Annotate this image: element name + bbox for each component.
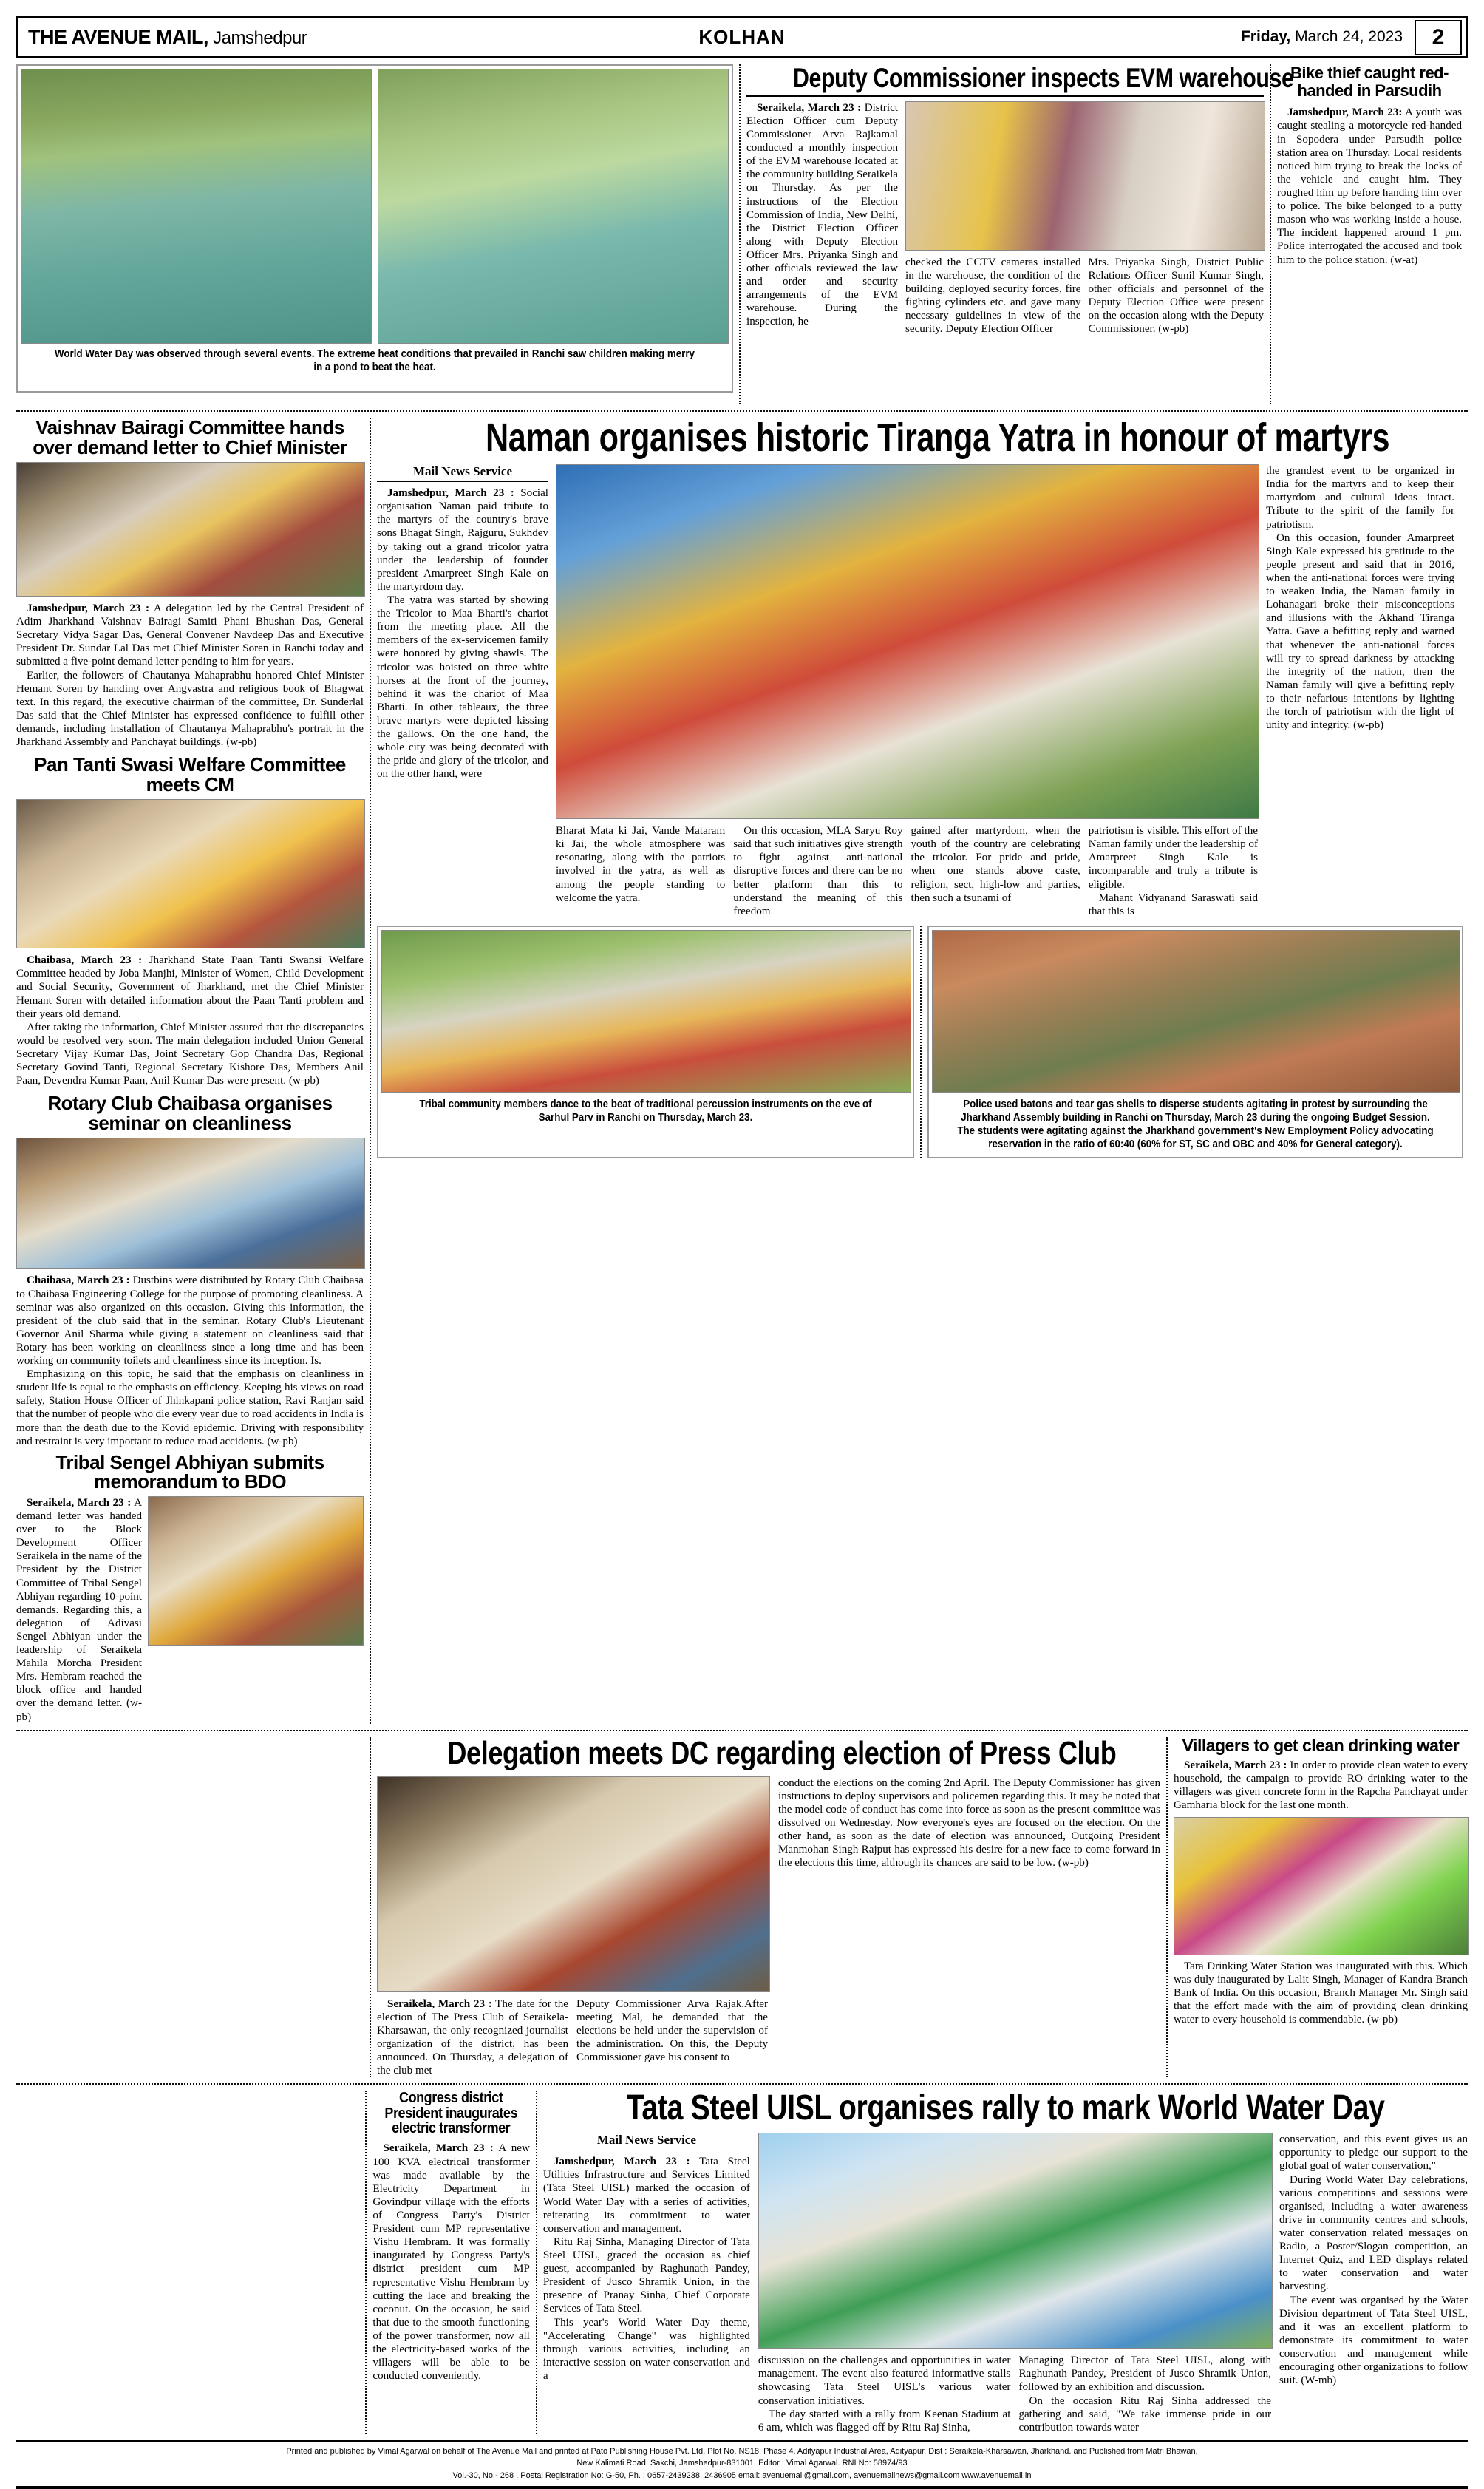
sarhul-caption: Tribal community members dance to the beat of traditional percussion instruments on the eve of Sarhul Parv in Ranchi on Thursday, March 23. <box>419 1098 872 1124</box>
press-club-col3-text: conduct the elections on the coming 2nd April. The Deputy Commissioner has given instructions to deploy supervisors and policemen regarding this. It may be noted that the model code of conduct has come into force as soon as the present committee was dissolved on Wednesday. Now everyone's eyes are focused on the election. On the other hand, as soon as the date of election was announced, Outgoing President Manmohan Singh Rajput has expressed his desire for a new face to come forward in the elections this time, although its chances are said to be low. (w-pb) <box>778 1776 1160 1870</box>
police-photo <box>932 930 1460 1093</box>
evm-col-3 <box>1089 256 1265 336</box>
tribal-sengel-headline: Tribal Sengel Abhiyan submits memorandum to BDO <box>55 1450 324 1493</box>
tata-col1-p1: Tata Steel Utilities Infrastructure and Services Limited (Tata Steel UISL) marked the occasion of World Water Day with a series of activities, reiterating its commitment to water conservation and management. <box>542 2156 750 2235</box>
naman-kicker: Mail News Service <box>377 464 548 482</box>
naman-photo-row <box>377 926 1463 1159</box>
press-club-story <box>377 1734 1160 2078</box>
tata-dateline: Jamshedpur, March 23 : <box>553 2156 690 2168</box>
evm-story <box>746 63 1294 404</box>
bike-thief-dateline: Jamshedpur, March 23: <box>1287 106 1403 119</box>
villagers-col1-text: In order to provide clean water to every household, the campaign to provide RO drinking water to the villagers was given concrete form in the Rapcha Panchayat under Gamharia block for the last one month. <box>1174 1759 1468 1812</box>
press-club-photo <box>377 1776 770 1992</box>
tribal-sengel-photo <box>148 1496 364 1646</box>
press-club-col2-text: Deputy Commissioner Arva Rajak.After meeting Mal, he demanded that the elections be held under the supervision of the administration. On this, the Deputy Commissioner gave his consent to <box>576 1997 768 2064</box>
tata-col3-p1: Managing Director of Tata Steel UISL, along with Raghunath Pandey, President of Jusco Shramik Union, followed by an exhibition and discussion. <box>1018 2354 1272 2394</box>
congress-body <box>372 2142 529 2383</box>
page-number: 2 <box>1415 20 1462 55</box>
naman-col-4 <box>911 824 1080 918</box>
villagers-body <box>1174 1759 1468 1812</box>
masthead-date-day: Friday, <box>1240 28 1291 45</box>
tribal-sengel-text: A demand letter was handed over to the Block Development Officer Seraikela in the name of the President by the District Committee of Tribal Sengel Abhiyan regarding 10-point demands. Regarding this, a delegation of Adivasi Sengel Abhiyan under the leadership of Seraikela Mahila Morcha President Mrs. Hembram reached the block office and handed over the demand letter. (w-pb) <box>16 1496 142 1723</box>
footer-line-1: Printed and published by Vimal Agarwal on behalf of The Avenue Mail and printed at Pato Publishing House Pvt. Ltd, Plot No. NS18, Phase 4, Adityapur Industrial Area, Adityapur, Dist : Seraikela-Kharsawan, Jharkhand. and Published from Matri Bhawan, <box>286 2446 1198 2456</box>
police-photo-block <box>928 926 1463 1159</box>
naman-col6-text: the grandest event to be organized in India for the martyrs and to keep their martyrdom and cultural ideas intact. Tribute to the spirit of the family for patriotism. <box>1266 465 1454 531</box>
footer <box>16 2440 1468 2489</box>
evm-col-1 <box>746 101 898 336</box>
evm-dateline: Seraikela, March 23 : <box>757 101 862 114</box>
paan-tanti-story <box>16 755 364 1087</box>
press-club-dateline: Seraikela, March 23 : <box>387 1997 492 2010</box>
tata-col1-text <box>543 2155 750 2383</box>
tata-col2-p2: The day started with a rally from Keenan Stadium at 6 am, which was flagged off by Ritu Raj Sinha, <box>758 2408 1011 2434</box>
tata-col-1 <box>543 2133 750 2434</box>
rotary-headline: Rotary Club Chaibasa organises seminar on cleanliness <box>47 1092 333 1134</box>
villagers-photo <box>1174 1817 1469 1955</box>
paan-tanti-photo <box>16 799 365 948</box>
congress-text: A new 100 KVA electrical transformer was made available by the Electricity Department in Govindpur village with the efforts of Congress Party's District President cum MP representative Vishu Hembram. It was formally inaugurated by Congress Party's district president cum MP representative Vishu Hembram by cutting the lace and breaking the coconut. On the occasion, he said that due to the smooth functioning of the power transformer, now all the electricity-based works of the villagers will be able to be conducted conveniently. <box>372 2142 530 2383</box>
divider-vertical <box>739 64 741 404</box>
paan-tanti-para-1: Jharkhand State Paan Tanti Swansi Welfare Committee headed by Joba Manjhi, Minister of Women, Child Development and Social Security, Government of Jharkhand, met the Chief Minister Hemant Soren with detailed information about the Paan Tanti problem and their years old demand. <box>16 954 364 1020</box>
evm-col1-text: District Election Officer cum Deputy Commissioner Arva Rajkamal conducted a monthly inspection of the EVM warehouse located at the community building Seraikela on Thursday. As per the instructions of the Election Commission of India, New Delhi, the District Election Officer along with Deputy Election Officer Mrs. Priyanka Singh and other officials reviewed the law and order and security arrangements of the EVM warehouse. During the inspection, he <box>746 101 898 328</box>
tata-rally-photo <box>758 2133 1273 2349</box>
naman-col-2 <box>556 824 725 918</box>
tribal-sengel-body <box>16 1496 142 1724</box>
naman-dateline: Jamshedpur, March 23 : <box>387 487 514 500</box>
naman-center <box>556 464 1258 918</box>
masthead-title: THE AVENUE MAIL, <box>28 25 209 48</box>
bike-thief-headline: Bike thief caught red-handed in Parsudih <box>1290 64 1449 101</box>
tata-col2-p1: discussion on the challenges and opportunities in water management. The event also featured informative stalls showcasing Tata Steel UISL's various water conservation initiatives. <box>758 2354 1011 2407</box>
masthead-date <box>1241 28 1403 46</box>
vaishnav-photo <box>16 462 365 597</box>
naman-rally-photo <box>556 464 1259 819</box>
divider-horizontal-3 <box>16 2083 1468 2085</box>
paan-tanti-body <box>16 954 364 1087</box>
rotary-photo <box>16 1138 365 1269</box>
naman-headline: Naman organises historic Tiranga Yatra in honour of martyrs <box>486 415 1390 460</box>
tata-col4-p1: conservation, and this event gives us an opportunity to pledge our support to the global goal of water conservation," <box>1279 2133 1468 2173</box>
tata-steel-body <box>543 2133 1468 2434</box>
press-club-col-3 <box>778 1776 1160 1992</box>
tata-col-2 <box>758 2354 1011 2434</box>
tata-kicker: Mail News Service <box>543 2133 750 2150</box>
divider-vertical-5 <box>370 1737 371 2078</box>
left-column <box>16 418 364 1724</box>
masthead <box>16 16 1468 58</box>
footer-line-2: New Kalimati Road, Sakchi, Jamshedpur-831001. Editor : Vimal Agarwal. RNI No: 58974/93 <box>576 2459 908 2468</box>
congress-headline: Congress district President inaugurates electric transformer <box>384 2090 518 2137</box>
vaishnav-body <box>16 602 364 749</box>
evm-col-2 <box>905 256 1081 336</box>
divider-vertical-7 <box>365 2091 367 2434</box>
divider-vertical-4 <box>920 926 922 1159</box>
bike-thief-body <box>1277 106 1462 266</box>
naman-col5-text: patriotism is visible. This effort of the Naman family under the leadership of Amarpreet Singh Kale is incomparable and truly a tribute is eligible. <box>1088 825 1259 891</box>
rotary-dateline: Chaibasa, March 23 : <box>27 1274 130 1287</box>
villagers-dateline: Seraikela, March 23 : <box>1184 1759 1287 1772</box>
tata-sub-cols <box>758 2354 1271 2434</box>
tribal-sengel-story <box>16 1450 364 1724</box>
vaishnav-dateline: Jamshedpur, March 23 : <box>27 602 150 615</box>
tata-col-3 <box>1018 2354 1271 2434</box>
tribal-sengel-dateline: Seraikela, March 23 : <box>27 1496 132 1509</box>
naman-col2-text: Bharat Mata ki Jai, Vande Mataram ki Jai, the whole atmosphere was resonating, along with the patriots involved in the yatra, as well as among the people standing to welcome the yatra. <box>556 825 726 904</box>
tata-col1-p2: Ritu Raj Sinha, Managing Director of Tata Steel UISL, graced the occasion as chief guest, accompanied by Raghunath Pandey, President of Jusco Shramik Union, in the presence of Pranay Sinha, Chief Corporate Services of Tata Steel. <box>542 2235 750 2315</box>
tata-col1-p3: This year's World Water Day theme, "Accelerating Change" was highlighted through various activities, including an interactive session on water conservation and a <box>542 2316 750 2382</box>
bottom-band <box>16 2088 1468 2434</box>
divider-vertical-2 <box>1270 64 1271 404</box>
naman-sub-cols <box>556 824 1258 918</box>
divider-horizontal-2 <box>16 1730 1468 1731</box>
divider-vertical-3 <box>370 418 371 1724</box>
evm-right-block <box>905 101 1264 336</box>
tata-col4-p2: During World Water Day celebrations, various competitions and sessions were organised, including a water awareness drive in community centres and schools, water conservation related messages on Radio, a Poster/Slogan competition, an Internet Quiz, and LED displays related to water conservation and water harvesting. <box>1279 2173 1468 2293</box>
vaishnav-para-2: Earlier, the followers of Chautanya Mahaprabhu honored Chief Minister Hemant Soren by handing over Angvastra and religious book of Bhagwat text. In this regard, the executive chairman of the committee, Dr. Sunderlal Das said that the Chief Minister has expressed confidence to fulfill other demands, including installation of Chautanya Mahaprabhu's portrait in the Jharkhand Assembly and Panchayat buildings. (w-pb) <box>16 669 364 749</box>
top-band <box>16 64 1468 404</box>
tata-center <box>758 2133 1271 2434</box>
congress-transformer-story <box>372 2091 529 2434</box>
naman-col6b-text: On this occasion, founder Amarpreet Singh Kale expressed his gratitude to the people present and said that in 2016, when the anti-national forces were trying to weaken India, the Naman family in Lohanagari broke their misconceptions and illusions with the Akhand Tiranga Yatra. Gave a befitting reply and warned that whenever the anti-national forces will try to spread darkness by attacking the integrity of the nation, then the Naman family will give a befitting reply to their nefarious intentions by lighting the torch of patriotism with the light of unity and integrity. (w-pb) <box>1266 532 1454 732</box>
congress-dateline: Seraikela, March 23 : <box>383 2142 494 2155</box>
divider-vertical-8 <box>536 2091 537 2434</box>
water-day-photo-right <box>378 69 729 344</box>
right-main-area <box>377 415 1463 1724</box>
masthead-section: KOLHAN <box>698 25 786 48</box>
vaishnav-para-1: A delegation led by the Central President of Adim Jharkhand Vaishnav Bairagi Samiti Phani Bhushan Das, General Secretary Vidya Sagar Das, General Convener Navdeep Das and Executive President Dr. Sundar Lal Das met Chief Minister Soren in Ranchi today and submitted a five-point demand letter pending to him for years. <box>16 602 364 668</box>
water-day-caption: World Water Day was observed through several events. The extreme heat conditions that prevailed in Ranchi saw children making merry in a pond to beat the heat. <box>55 348 695 374</box>
divider-horizontal-1 <box>16 410 1468 412</box>
rotary-para-1: Dustbins were distributed by Rotary Club Chaibasa to Chaibasa Engineering College for the purpose of promoting cleanliness. A seminar was also organized on this occasion. Giving this information, the president of the club said that in the seminar, Rotary Club's Lieutenant Governor Anil Sharma while giving a statement on cleanliness said that Rotary has been working on cleanliness since a long time and has been working on community toilets and cleanliness since its inception. Is. <box>16 1274 364 1368</box>
evm-headline: Deputy Commissioner inspects EVM warehouse <box>793 63 1294 93</box>
naman-body <box>377 464 1463 918</box>
bike-thief-text: A youth was caught stealing a motorcycle red-handed in Sopodera under Parsudih police station area on Thursday. Local residents noticed him trying to break the locks of the vehicle and caught him. They roughed him up before handing him over to police. The bike belonged to a putty mason who was working inside a house. The incident happened around 1 pm. Police interrogated the accused and took him to the police station. (w-at) <box>1277 106 1462 266</box>
footer-rule <box>16 2486 1468 2489</box>
sarhul-photo <box>381 930 911 1093</box>
naman-col-3 <box>733 824 902 918</box>
water-day-photo-block <box>16 64 733 404</box>
vaishnav-headline: Vaishnav Bairagi Committee hands over demand letter to Chief Minister <box>33 416 347 458</box>
page-body <box>16 64 1468 2434</box>
press-club-band <box>16 1734 1468 2078</box>
tata-steel-headline: Tata Steel UISL organises rally to mark World Water Day <box>626 2088 1385 2128</box>
rotary-para-2: Emphasizing on this topic, he said that the emphasis on cleanliness in student life is equal to the emphasis on efficiency. Keeping his views on road safety, Station House Officer of Jhinkapani police station, Ravi Ranjan said that the number of people who die every year due to road accidents in India is more than the death due to the Kovid epidemic. Driving with responsibility and restraint is very important to reduce road accidents. (w-pb) <box>16 1368 364 1447</box>
masthead-date-rest: March 24, 2023 <box>1290 28 1403 45</box>
tata-col-4 <box>1279 2133 1468 2434</box>
paan-tanti-headline: Pan Tanti Swasi Welfare Committee meets CM <box>34 753 346 795</box>
police-caption: Police used batons and tear gas shells to disperse students agitating in protest by surrounding the Jharkhand Assembly building in Ranchi on Thursday, March 23 during the ongoing Budget Session. The students were agitating against the Jharkhand government's New Employment Policy advocating reservation in the ratio of 60:40 (60% for ST, SC and OBC and 40% for General category). <box>957 1098 1434 1151</box>
evm-col2-text: checked the CCTV cameras installed in the warehouse, the condition of the building, deployed security forces, fire fighting cylinders etc. and gave many necessary guidelines in view of the security. Deputy Election Officer <box>905 256 1081 336</box>
bike-thief-story <box>1277 64 1462 404</box>
newspaper-page <box>0 16 1484 2480</box>
villagers-story <box>1174 1737 1468 2078</box>
naman-col4-text: gained after martyrdom, when the youth of the country are celebrating the tricolor. For pride and pride, when one stands above caste, religion, sect, high-low and parties, then such a tsunami of <box>911 825 1080 904</box>
naman-col-5 <box>1089 824 1258 918</box>
tata-steel-story <box>542 2088 1468 2434</box>
bottom-left-column <box>16 2091 359 2434</box>
rotary-story <box>16 1093 364 1447</box>
naman-col1-para2: The yatra was started by showing the Tricolor to Maa Bharti's chariot from the meeting place. All the members of the ex-servicemen family were honored by giving shawls. The tricolor was hoisted on three white horses at the front of the journey, behind it was the chariot of Maa Bharti. In other tableaux, the three brave martyrs were depicted kissing the gallows. On the one hand, the whole city was being decorated with the pride and glory of the tricolor, and on the other hand, were <box>377 594 548 781</box>
naman-col-1 <box>377 464 548 918</box>
vaishnav-story <box>16 418 364 749</box>
evm-photo <box>905 101 1265 251</box>
naman-col1-text <box>377 486 548 781</box>
press-club-headline: Delegation meets DC regarding election of Press Club <box>447 1734 1117 1771</box>
villagers-body-2 <box>1174 1960 1468 2027</box>
naman-col5b-text: Mahant Vidyanand Saraswati said that this is <box>1088 892 1258 917</box>
masthead-city: Jamshedpur <box>208 27 307 48</box>
villagers-col2-text: Tara Drinking Water Station was inaugurated with this. Which was duly inaugurated by Lalit Singh, Manager of Kandra Branch Bank of India. On this occasion, Branch Manager Mr. Singh said that the effort made with the aim of providing clean drinking water to every household is commendable. (w-pb) <box>1174 1960 1468 2026</box>
naman-col1-para1: Social organisation Naman paid tribute to the martyrs of the country's brave sons Bhagat Singh, Rajguru, Sukhdev by taking out a grand tricolor yatra under the leadership of founder president Amarpreet Singh Kale on the martyrdom day. <box>377 487 548 593</box>
divider-vertical-6 <box>1166 1737 1168 2078</box>
press-club-col-2 <box>576 1997 768 2078</box>
naman-col-6 <box>1266 464 1454 918</box>
tata-col4-p3: The event was organised by the Water Division department of Tata Steel UISL, and it was an excellent platform to demonstrate its commitment to water conservation and management while encouraging other organizations to follow suit. (W-mb) <box>1279 2294 1468 2387</box>
footer-line-3: Vol.-30, No.- 268 . Postal Registration No: G-50, Ph. : 0657-2439238, 2436905 email: avenuemail@gmail.com, avenuemailnews@gmail.com www.avenuemail.in <box>452 2471 1032 2480</box>
villagers-headline: Villagers to get clean drinking water <box>1182 1735 1460 1755</box>
naman-col3-text: On this occasion, MLA Saryu Roy said that such initiatives give strength to fight against anti-national disruptive forces and there can be no better platform than this to understand the meaning of this freedom <box>733 825 903 917</box>
rotary-body <box>16 1274 364 1447</box>
sarhul-photo-block <box>377 926 914 1159</box>
water-day-photo-left <box>21 69 372 344</box>
press-club-col-1 <box>377 1997 568 2078</box>
press-club-col1-text: The date for the election of The Press Club of Seraikela-Kharsawan, the only recognized journalist organization of the district, has been announced. On Thursday, a delegation of the club met <box>377 1997 568 2077</box>
tata-col3-p2: On the occasion Ritu Raj Sinha addressed the gathering and said, "We take immense pride in our contribution towards water <box>1018 2394 1272 2434</box>
evm-col3-text: Mrs. Priyanka Singh, District Public Relations Officer Sunil Kumar Singh, other officials and personnel of the Deputy Election Office were present on the occasion along with the Deputy Commissioner. (w-pb) <box>1088 256 1264 336</box>
left-column-spacer <box>16 1737 364 2078</box>
middle-band <box>16 415 1468 1724</box>
paan-tanti-para-2: After taking the information, Chief Minister assured that the discrepancies would be resolved very soon. The main delegation included Union General Secretary Vijay Kumar Das, Joint Secretary Gop Chandra Das, Regional Secretary Govind Tanti, Regional Secretary Kishore Das, Members Anil Paan, Devendra Kumar Paan, Anil Kumar Das were present. (w-pb) <box>16 1021 364 1087</box>
paan-tanti-dateline: Chaibasa, March 23 : <box>27 954 143 967</box>
